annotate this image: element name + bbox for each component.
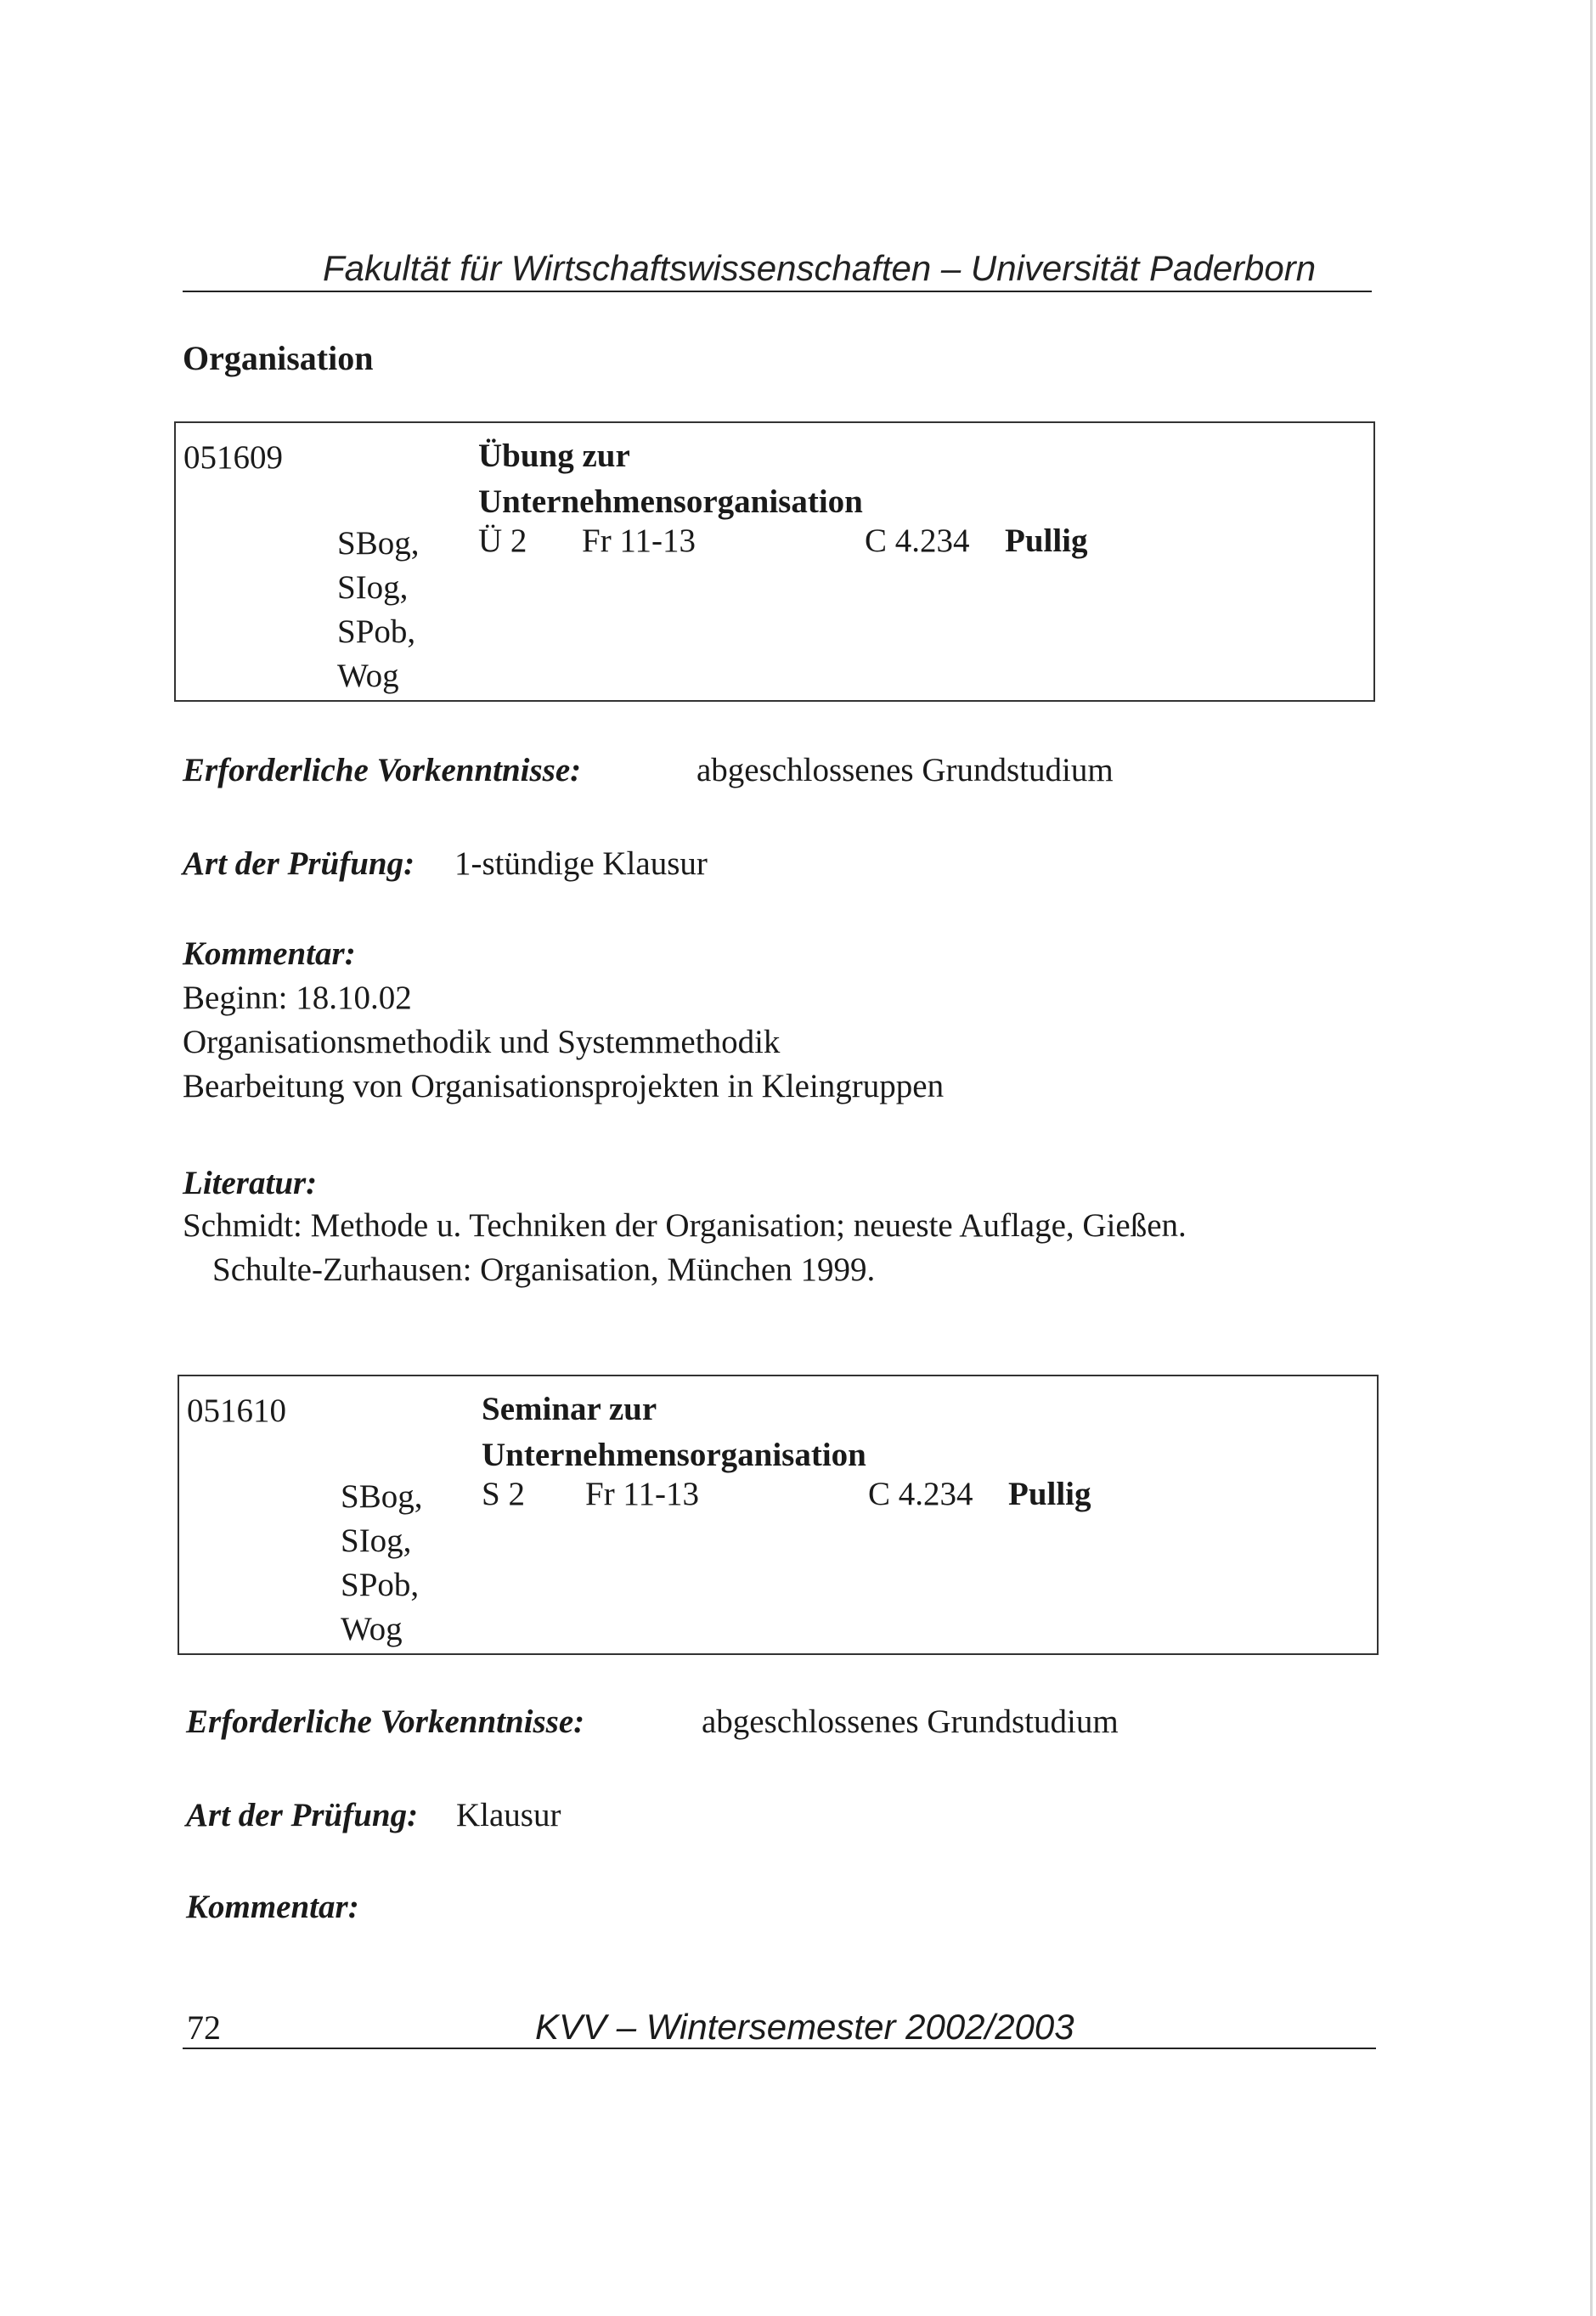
prerequisites-value: abgeschlossenes Grundstudium xyxy=(702,1703,1119,1740)
course-title-line-2: Unternehmensorganisation xyxy=(482,1437,866,1473)
exam-label: Art der Prüfung: xyxy=(183,845,415,882)
comment-line: Bearbeitung von Organisationsprojekten in Kleingruppen xyxy=(183,1068,945,1104)
scan-edge-divider xyxy=(1590,0,1593,2316)
course-title-line-2: Unternehmensorganisation xyxy=(478,483,863,520)
course-box xyxy=(178,1375,1379,1655)
page-number: 72 xyxy=(187,2008,221,2047)
course-room: C 4.234 xyxy=(865,523,970,559)
literature-line: Schmidt: Methode u. Techniken der Organisation; neueste Auflage, Gießen. xyxy=(183,1207,1187,1244)
exam-label: Art der Prüfung: xyxy=(186,1797,419,1833)
course-group: Wog xyxy=(341,1611,403,1647)
course-id: 051609 xyxy=(183,439,283,476)
course-groups xyxy=(337,522,419,698)
exam-value: 1-stündige Klausur xyxy=(454,845,708,882)
course-groups xyxy=(341,1475,422,1652)
course-lecturer: Pullig xyxy=(1008,1476,1091,1512)
course-group: Wog xyxy=(337,658,399,694)
course-group: SBog, xyxy=(341,1478,423,1515)
course-group: SIog, xyxy=(337,569,409,606)
header-text: Fakultät für Wirtschaftswissenschaften – Universität Paderborn xyxy=(323,248,1317,288)
comment-line: Beginn: 18.10.02 xyxy=(183,980,412,1016)
comment-label: Kommentar: xyxy=(186,1889,359,1925)
course-box xyxy=(174,421,1375,702)
course-type: S 2 xyxy=(482,1476,525,1512)
course-group: SPob, xyxy=(337,613,416,650)
prerequisites-label: Erforderliche Vorkenntnisse: xyxy=(186,1703,585,1740)
prerequisites-value: abgeschlossenes Grundstudium xyxy=(696,752,1114,788)
course-group: SIog, xyxy=(341,1522,412,1559)
course-lecturer: Pullig xyxy=(1005,523,1088,559)
running-header xyxy=(183,229,1372,292)
course-time: Fr 11-13 xyxy=(585,1476,699,1512)
exam-value: Klausur xyxy=(456,1797,561,1833)
course-time: Fr 11-13 xyxy=(582,523,696,559)
course-room: C 4.234 xyxy=(868,1476,973,1512)
course-title-line-1: Seminar zur xyxy=(482,1391,657,1427)
running-footer xyxy=(183,2007,1376,2049)
course-title-line-1: Übung zur xyxy=(478,438,630,474)
comment-label: Kommentar: xyxy=(183,935,356,972)
course-id: 051610 xyxy=(187,1392,286,1429)
section-title: Organisation xyxy=(183,339,374,377)
course-title xyxy=(482,1387,866,1478)
footer-title: KVV – Wintersemester 2002/2003 xyxy=(535,2007,1074,2047)
comment-line: Organisationsmethodik und Systemmethodik xyxy=(183,1024,781,1060)
course-group: SBog, xyxy=(337,525,420,562)
course-type: Ü 2 xyxy=(478,523,527,559)
literature-label: Literatur: xyxy=(183,1165,318,1201)
course-group: SPob, xyxy=(341,1567,420,1603)
literature-line: Schulte-Zurhausen: Organisation, München 1999. xyxy=(212,1251,876,1288)
prerequisites-label: Erforderliche Vorkenntnisse: xyxy=(183,752,582,788)
course-title xyxy=(478,433,863,525)
